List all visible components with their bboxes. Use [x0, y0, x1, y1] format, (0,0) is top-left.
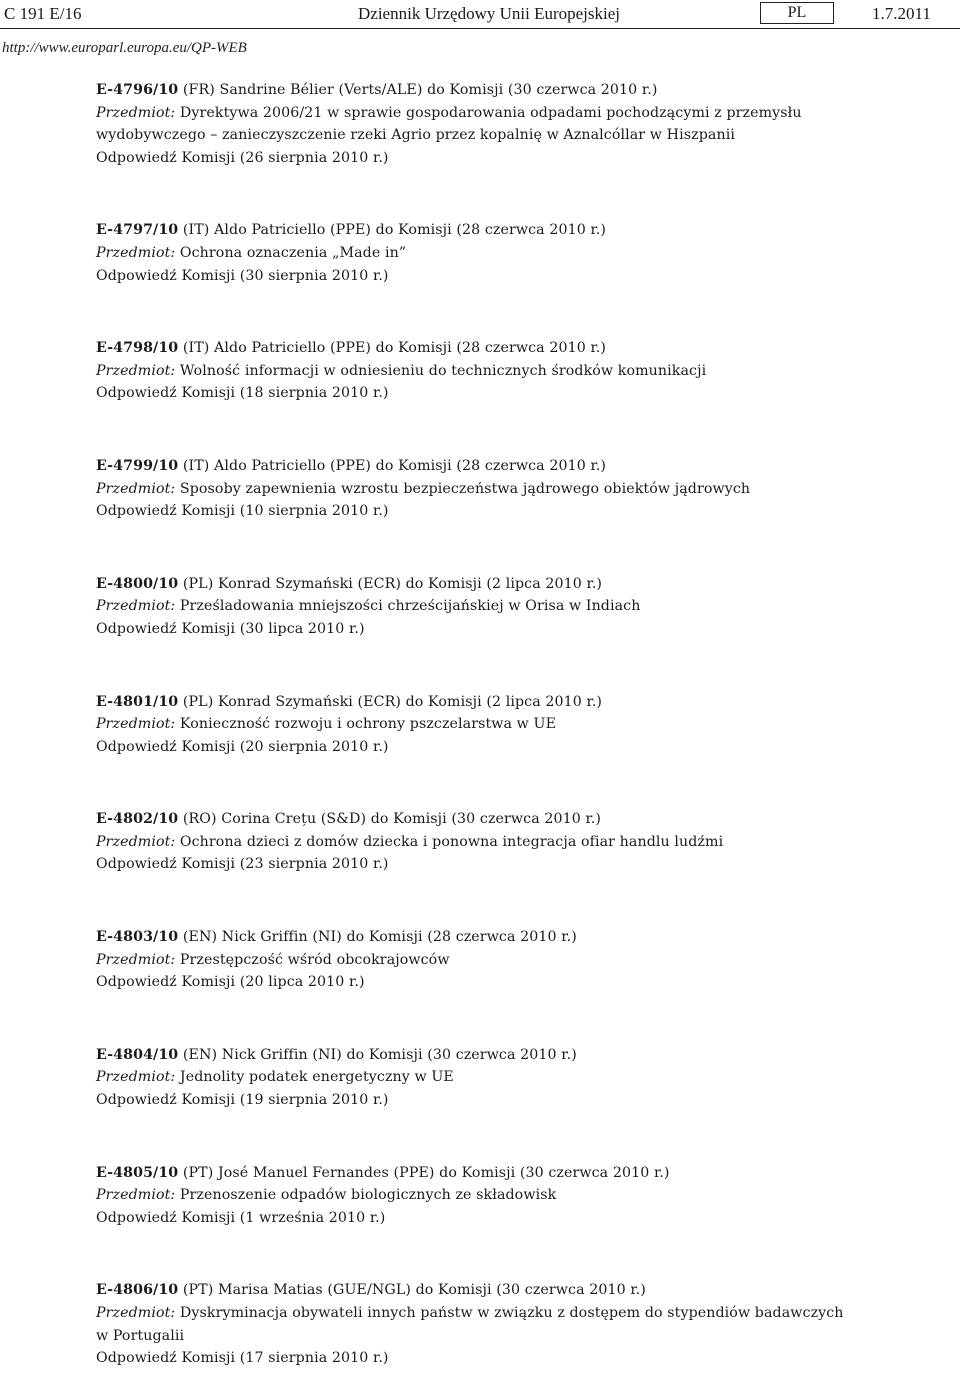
question-heading — [96, 1162, 946, 1185]
question-number: E-4802/10 — [96, 811, 179, 828]
page-header — [0, 0, 960, 30]
question-author: (EN) Nick Griffin (NI) do Komisji (30 czerwca 2010 r.) — [178, 1046, 577, 1063]
subject-label: Przedmiot: — [96, 480, 180, 497]
question-author: (IT) Aldo Patriciello (PPE) do Komisji (28 czerwca 2010 r.) — [178, 222, 607, 239]
subject-label: Przedmiot: — [96, 716, 180, 733]
answer-line: Odpowiedź Komisji (10 sierpnia 2010 r.) — [96, 503, 389, 520]
subject-text: Jednolity podatek energetyczny w UE — [179, 1069, 454, 1086]
subject-label: Przedmiot: — [96, 244, 180, 261]
question-author: (FR) Sandrine Bélier (Verts/ALE) do Komisji (30 czerwca 2010 r.) — [178, 82, 658, 98]
question-subject — [96, 713, 946, 736]
question-author: (PT) Marisa Matias (GUE/NGL) do Komisji (30 czerwca 2010 r.) — [178, 1282, 646, 1299]
question-heading — [96, 455, 946, 478]
answer-line: Odpowiedź Komisji (19 sierpnia 2010 r.) — [96, 1092, 389, 1109]
question-subject — [96, 949, 946, 972]
question-number: E-4806/10 — [96, 1282, 179, 1299]
question-entry — [96, 1044, 946, 1112]
question-subject — [96, 831, 946, 854]
subject-label: Przedmiot: — [96, 1305, 180, 1321]
subject-text: Dyskryminacja obywateli innych państw w związku z dostępem do stypendiów badawczych — [179, 1305, 844, 1321]
entry-spacer — [96, 169, 946, 219]
question-author: (RO) Corina Crețu (S&D) do Komisji (30 czerwca 2010 r.) — [178, 811, 602, 828]
publication-date: 1.7.2011 — [872, 4, 931, 23]
subject-label: Przedmiot: — [96, 362, 180, 379]
subject-text: w Portugalii — [96, 1327, 185, 1344]
subject-label: Przedmiot: — [96, 1187, 180, 1204]
question-author: (EN) Nick Griffin (NI) do Komisji (28 czerwca 2010 r.) — [178, 929, 577, 946]
answer-line: Odpowiedź Komisji (18 sierpnia 2010 r.) — [96, 385, 389, 402]
question-subject — [96, 1184, 946, 1207]
question-entry — [96, 219, 946, 287]
question-entry — [96, 337, 946, 405]
answer-line: Odpowiedź Komisji (17 sierpnia 2010 r.) — [96, 1350, 389, 1367]
question-entry — [96, 691, 946, 759]
question-heading — [96, 691, 946, 714]
question-entry — [96, 1279, 946, 1369]
question-heading — [96, 219, 946, 242]
question-subject — [96, 360, 946, 383]
subject-label: Przedmiot: — [96, 104, 180, 121]
subject-label: Przedmiot: — [96, 951, 180, 968]
subject-text: Konieczność rozwoju i ochrony pszczelarstwa w UE — [179, 716, 557, 733]
entry-spacer — [96, 405, 946, 455]
entry-spacer — [96, 641, 946, 691]
subject-text: wydobywczego – zanieczyszczenie rzeki Agrio przez kopalnię w Aznalcóllar w Hiszpanii — [96, 127, 735, 144]
answer-line: Odpowiedź Komisji (23 sierpnia 2010 r.) — [96, 856, 389, 873]
question-number: E-4799/10 — [96, 457, 179, 474]
question-heading — [96, 926, 946, 949]
entry-spacer — [96, 523, 946, 573]
answer-line: Odpowiedź Komisji (30 sierpnia 2010 r.) — [96, 267, 389, 284]
subject-label: Przedmiot: — [96, 1069, 180, 1086]
question-heading — [96, 573, 946, 596]
entry-spacer — [96, 1112, 946, 1162]
question-heading — [96, 1279, 946, 1302]
question-entry — [96, 79, 946, 169]
subject-text: Przestępczość wśród obcokrajowców — [179, 951, 450, 968]
question-subject — [96, 102, 946, 125]
answer-line: Odpowiedź Komisji (1 września 2010 r.) — [96, 1209, 386, 1226]
question-author: (IT) Aldo Patriciello (PPE) do Komisji (28 czerwca 2010 r.) — [178, 340, 607, 357]
question-subject — [96, 1066, 946, 1089]
question-subject — [96, 595, 946, 618]
question-entry — [96, 1162, 946, 1230]
question-author: (PL) Konrad Szymański (ECR) do Komisji (2 lipca 2010 r.) — [178, 693, 603, 710]
question-subject — [96, 478, 946, 501]
question-entry — [96, 455, 946, 523]
question-number: E-4800/10 — [96, 575, 179, 592]
answer-line: Odpowiedź Komisji (20 sierpnia 2010 r.) — [96, 738, 389, 755]
question-entry — [96, 573, 946, 641]
question-heading — [96, 79, 946, 102]
answer-line: Odpowiedź Komisji (20 lipca 2010 r.) — [96, 974, 365, 991]
question-list — [96, 79, 946, 1370]
journal-reference: C 191 E/16 — [4, 4, 82, 23]
question-heading — [96, 808, 946, 831]
question-subject — [96, 1302, 946, 1325]
question-entry — [96, 808, 946, 876]
subject-text: Sposoby zapewnienia wzrostu bezpieczeństwa jądrowego obiektów jądrowych — [179, 480, 751, 497]
question-number: E-4804/10 — [96, 1046, 179, 1063]
language-badge: PL — [760, 2, 834, 24]
subject-text: Ochrona oznaczenia „Made in” — [179, 244, 407, 261]
question-heading — [96, 337, 946, 360]
header-divider — [0, 28, 960, 29]
entry-spacer — [96, 994, 946, 1044]
question-number: E-4805/10 — [96, 1164, 179, 1181]
question-author: (IT) Aldo Patriciello (PPE) do Komisji (28 czerwca 2010 r.) — [178, 457, 607, 474]
question-subject — [96, 1325, 946, 1348]
subject-text: Ochrona dzieci z domów dziecka i ponowna integracja ofiar handlu ludźmi — [179, 833, 724, 850]
entry-spacer — [96, 758, 946, 808]
entry-spacer — [96, 1229, 946, 1279]
entry-spacer — [96, 287, 946, 337]
question-subject — [96, 242, 946, 265]
question-number: E-4803/10 — [96, 929, 179, 946]
entry-spacer — [96, 876, 946, 926]
subject-text: Prześladowania mniejszości chrześcijańskiej w Orisa w Indiach — [179, 598, 641, 615]
answer-line: Odpowiedź Komisji (26 sierpnia 2010 r.) — [96, 149, 389, 166]
subject-label: Przedmiot: — [96, 598, 180, 615]
question-author: (PT) José Manuel Fernandes (PPE) do Komisji (30 czerwca 2010 r.) — [178, 1164, 670, 1181]
question-number: E-4801/10 — [96, 693, 179, 710]
question-subject — [96, 124, 946, 147]
subject-text: Dyrektywa 2006/21 w sprawie gospodarowania odpadami pochodzącymi z przemysłu — [179, 104, 802, 121]
question-author: (PL) Konrad Szymański (ECR) do Komisji (2 lipca 2010 r.) — [178, 575, 603, 592]
subject-text: Wolność informacji w odniesieniu do technicznych środków komunikacji — [179, 362, 707, 379]
question-number: E-4796/10 — [96, 82, 179, 98]
source-url[interactable]: http://www.europarl.europa.eu/QP-WEB — [2, 40, 247, 56]
subject-label: Przedmiot: — [96, 833, 180, 850]
question-heading — [96, 1044, 946, 1067]
answer-line: Odpowiedź Komisji (30 lipca 2010 r.) — [96, 620, 365, 637]
question-number: E-4798/10 — [96, 340, 179, 357]
question-number: E-4797/10 — [96, 222, 179, 239]
subject-text: Przenoszenie odpadów biologicznych ze składowisk — [179, 1187, 557, 1204]
question-entry — [96, 926, 946, 994]
journal-title: Dziennik Urzędowy Unii Europejskiej — [358, 4, 621, 23]
